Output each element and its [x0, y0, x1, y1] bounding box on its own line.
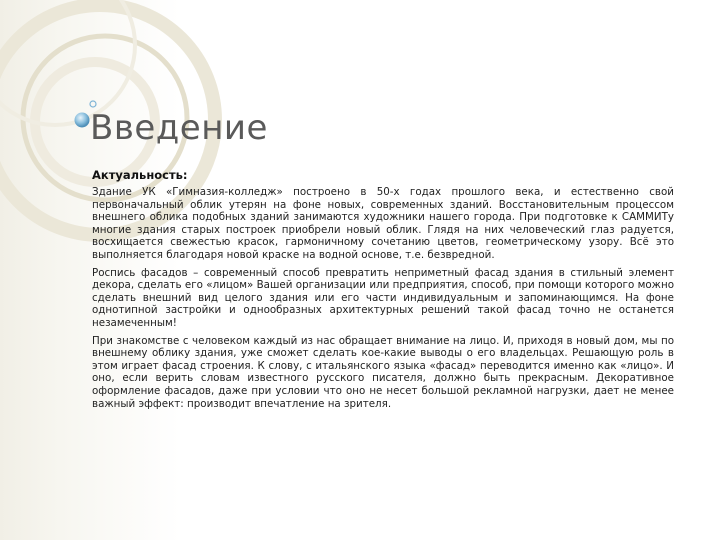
body-text: [92, 186, 674, 415]
paragraph: При знакомстве с человеком каждый из нас обращает внимание на лицо. И, приходя в новый дом, мы по внешнему облику здания, уже сможет сделать кое-какие выводы о его владельцах. Решающую роль в этом играет фасад строения. К слову, с итальянского языка «фасад» переводится именно как «лицо». И оно, если верить словам известного русского писателя, должно быть прекрасным. Декоративное оформление фасадов, даже при условии что оно не несет большой рекламной нагрузки, дает не менее важный эффект: производит впечатление на зрителя.: [92, 334, 674, 410]
paragraph: Здание УК «Гимназия-колледж» построено в 50-х годах прошлого века, и естественно свой первоначальный облик утерян на фоне новых, современных зданий. Восстановительным процессом внешнего облика подобных зданий занимаются художники нашего города. При подготовке к САММИТу многие здания старых построек приобрели новый облик. Глядя на них человеческий глаз радуется, восхищается свежестью красок, гармоничному сочетанию цветов, геометрическому узору. Всё это выполняется благодаря новой краске на водной основе, т.е. безвредной.: [92, 186, 674, 261]
section-subtitle: Актуальность:: [92, 168, 188, 182]
slide-title: Введение: [90, 108, 268, 148]
paragraph: Роспись фасадов – современный способ превратить неприметный фасад здания в стильный элемент декора, сделать его «лицом» Вашей организации или предприятия, способ, при помощи которого можно сделать внешний вид целого здания или его части индивидуальным и запоминающимся. На фоне однотипной застройки и однообразных архитектурных решений такой фасад точно не останется незамеченным!: [92, 266, 674, 329]
